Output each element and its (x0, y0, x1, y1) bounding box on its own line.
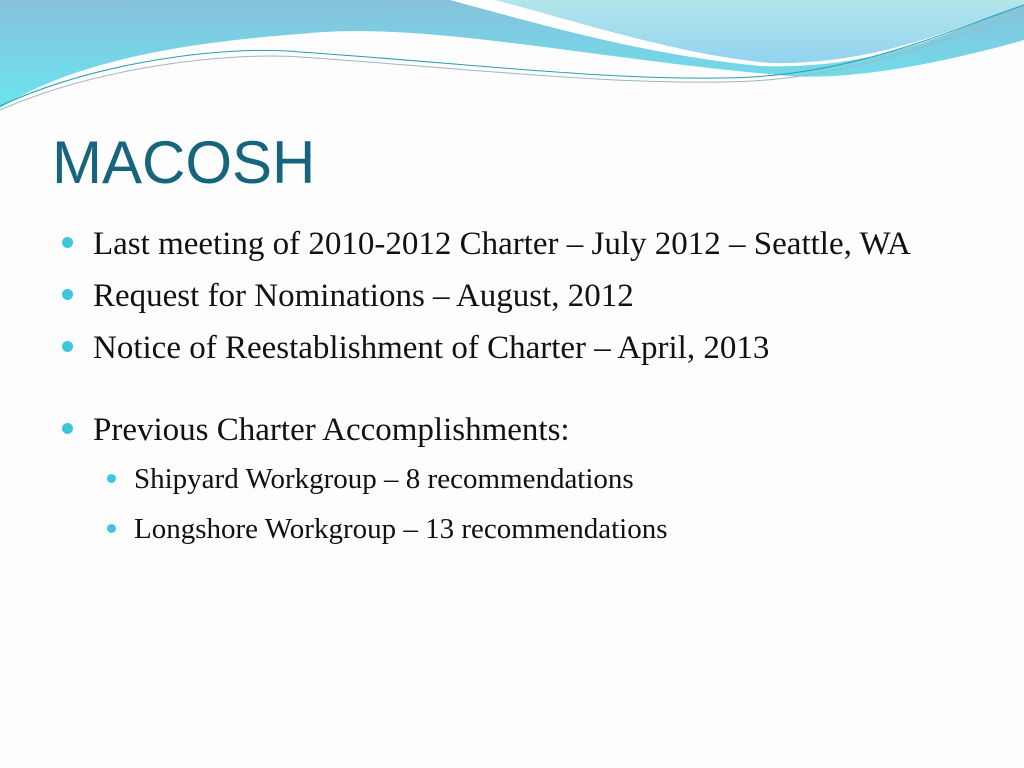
bullet-item (62, 326, 982, 370)
bullet-text: Shipyard Workgroup – 8 recommendations (134, 463, 634, 495)
bullet-item (62, 222, 982, 266)
bullet-icon (107, 474, 116, 483)
bullet-text: Request for Nominations – August, 2012 (93, 278, 634, 314)
bullet-icon (62, 423, 73, 434)
bullet-list (62, 222, 982, 560)
bullet-item (62, 408, 982, 452)
bullet-icon (62, 341, 73, 352)
slide-title: MACOSH (52, 129, 316, 196)
bullet-item (62, 274, 982, 318)
bullet-text: Longshore Workgroup – 13 recommendations (134, 513, 668, 545)
bullet-icon (107, 524, 116, 533)
bullet-icon (62, 237, 73, 248)
bullet-text: Previous Charter Accomplishments: (93, 412, 570, 448)
bullet-icon (62, 289, 73, 300)
bullet-text: Last meeting of 2010-2012 Charter – July 2012 – Seattle, WA (93, 226, 911, 262)
sub-bullet-item (62, 460, 982, 498)
bullet-text: Notice of Reestablishment of Charter – April, 2013 (93, 330, 770, 366)
sub-bullet-item (62, 510, 982, 548)
header-wave-decoration (0, 0, 1024, 130)
